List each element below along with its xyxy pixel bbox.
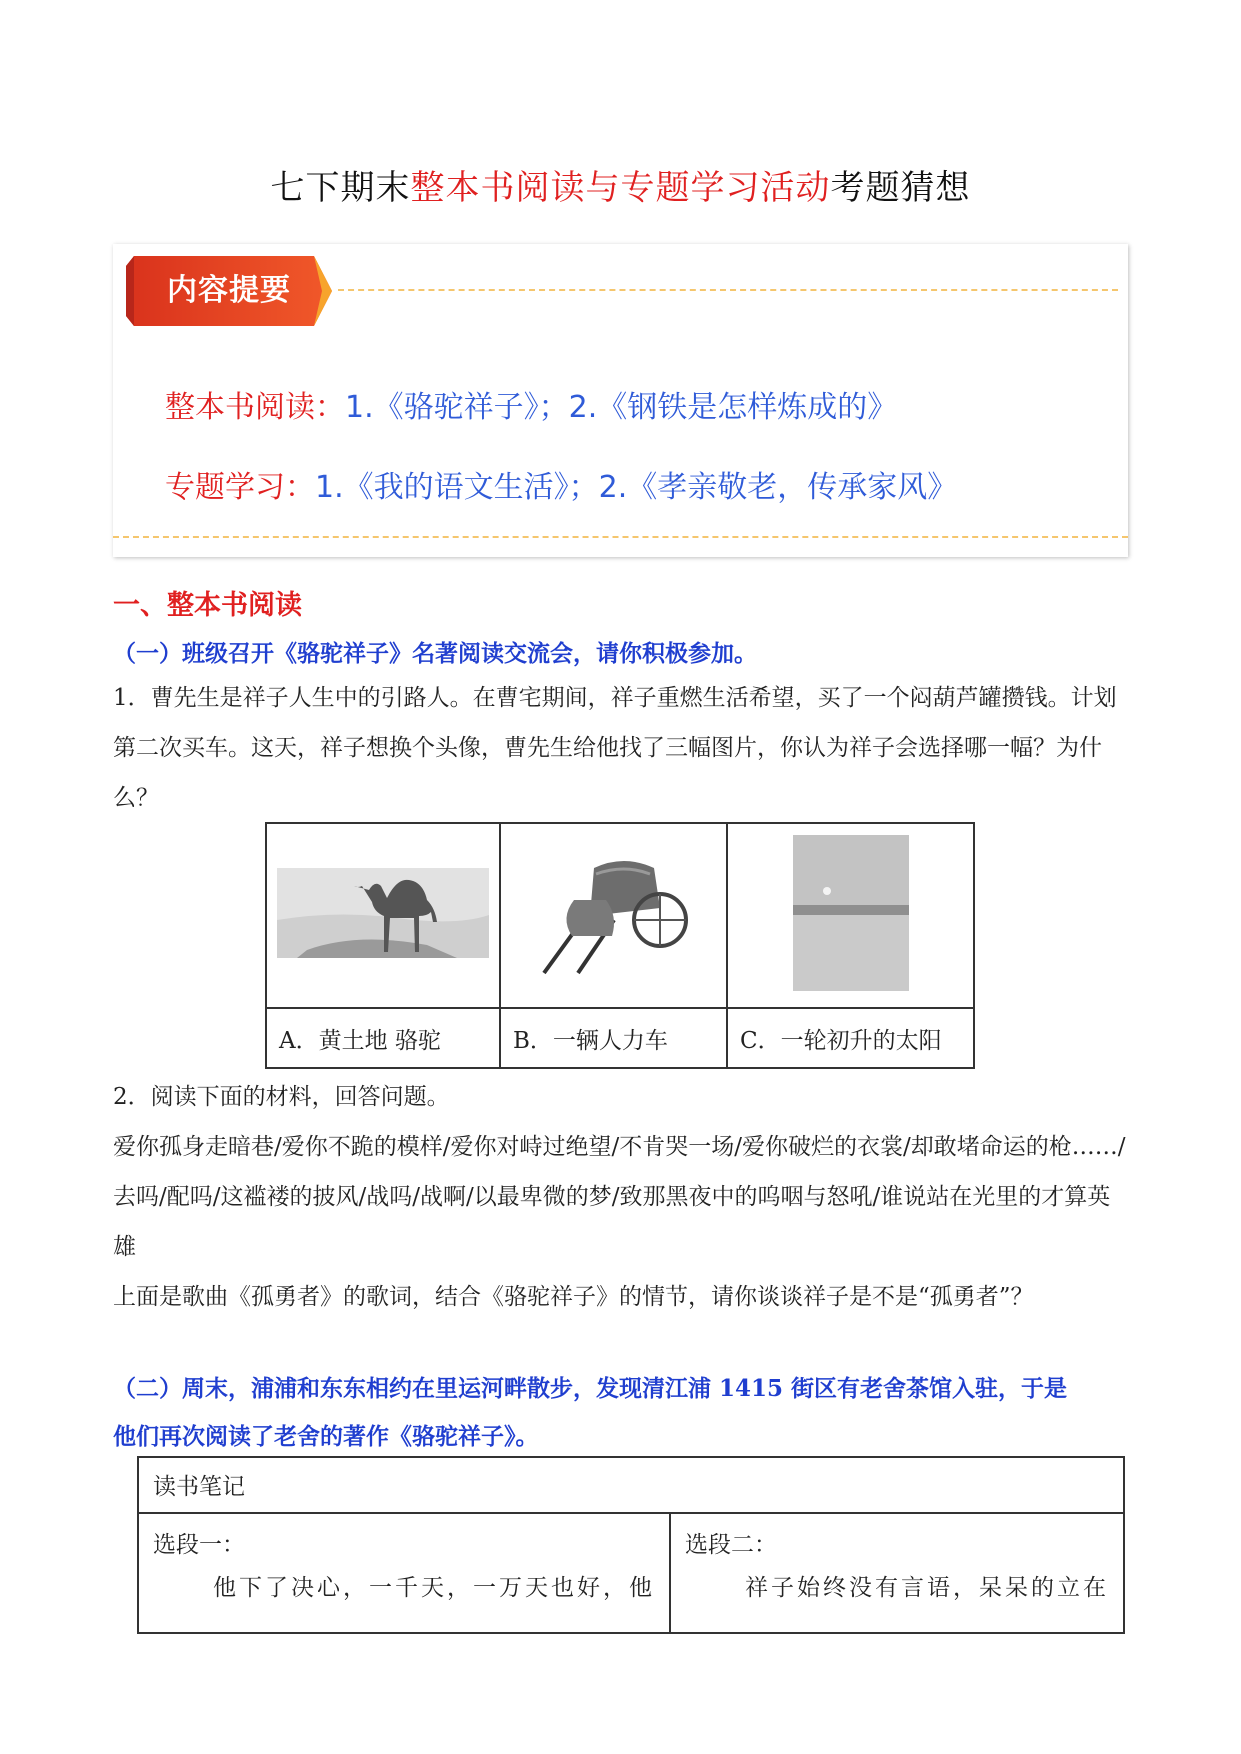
- question-2-lyrics: 爱你孤身走暗巷/爱你不跪的模样/爱你对峙过绝望/不肯哭一场/爱你破烂的衣裳/却敢堵命运的枪……/去吗/配吗/这褴褛的披风/战吗/战啊/以最卑微的梦/致那黑夜中的呜咽与怒吼/谁说站在光里的才算英雄: [113, 1134, 1126, 1260]
- excerpt-1-cell: [138, 1513, 670, 1633]
- excerpt-1-label: 选段一：: [153, 1532, 245, 1558]
- summary-key: 整本书阅读：: [165, 390, 345, 425]
- dashed-divider: [338, 289, 1118, 291]
- summary-tag-label: 内容提要: [167, 273, 291, 308]
- page-title: [0, 160, 1241, 209]
- title-part3: 考题猜想: [830, 168, 971, 208]
- option-c-label: C．一轮初升的太阳: [727, 1008, 974, 1068]
- option-c-image: [727, 823, 974, 1008]
- subsection-heading-continued: 他们再次阅读了老舍的著作《骆驼祥子》。: [113, 1423, 539, 1450]
- excerpt-1-text: 他下了决心，一千天，一万天也好，他: [213, 1575, 655, 1601]
- excerpt-2-text: 祥子始终没有言语，呆呆的立在: [745, 1575, 1109, 1601]
- summary-value: 1.《我的语文生活》；2.《孝亲敬老，传承家风》: [315, 470, 958, 505]
- title-highlight: 整本书阅读与专题学习活动: [410, 168, 831, 208]
- excerpt-2-label: 选段二：: [685, 1532, 777, 1558]
- option-a-image: [266, 823, 500, 1008]
- title-part1: 七下期末: [270, 168, 411, 208]
- summary-key: 专题学习：: [165, 470, 315, 505]
- camel-image-icon: [277, 860, 489, 966]
- notes-header: 读书笔记: [138, 1457, 1124, 1513]
- option-b-image: [500, 823, 727, 1008]
- excerpt-2-cell: [670, 1513, 1124, 1633]
- image-options-table: [265, 822, 975, 1069]
- subsection-heading: （一）班级召开《骆驼祥子》名著阅读交流会，请你积极参加。: [113, 640, 757, 667]
- section-heading: 一、整本书阅读: [113, 590, 302, 621]
- sunrise-image-icon: [793, 835, 909, 991]
- dashed-divider: [113, 536, 1128, 538]
- subsection-heading: （二）周末，浦浦和东东相约在里运河畔散步，发现清江浦 1415 街区有老舍茶馆入驻，于是: [113, 1375, 1068, 1402]
- question-1: 1．曹先生是祥子人生中的引路人。在曹宅期间，祥子重燃生活希望，买了一个闷葫芦罐攒钱。计划第二次买车。这天，祥子想换个头像，曹先生给他找了三幅图片，你认为祥子会选择哪一幅？为什么？: [113, 685, 1117, 811]
- summary-box: [113, 244, 1128, 557]
- question-2-prompt: 上面是歌曲《孤勇者》的歌词，结合《骆驼祥子》的情节，请你谈谈祥子是不是“孤勇者”？: [113, 1284, 1034, 1310]
- summary-value: 1.《骆驼祥子》；2.《钢铁是怎样炼成的》: [345, 390, 898, 425]
- summary-line-reading: [165, 382, 897, 426]
- option-a-label: A．黄土地 骆驼: [266, 1008, 500, 1068]
- rickshaw-image-icon: [534, 848, 694, 978]
- summary-tag: [126, 256, 332, 326]
- summary-line-topic: [165, 462, 957, 506]
- question-2-intro: 2．阅读下面的材料，回答问题。: [113, 1084, 450, 1110]
- reading-notes-table: [137, 1456, 1125, 1634]
- option-b-label: B．一辆人力车: [500, 1008, 727, 1068]
